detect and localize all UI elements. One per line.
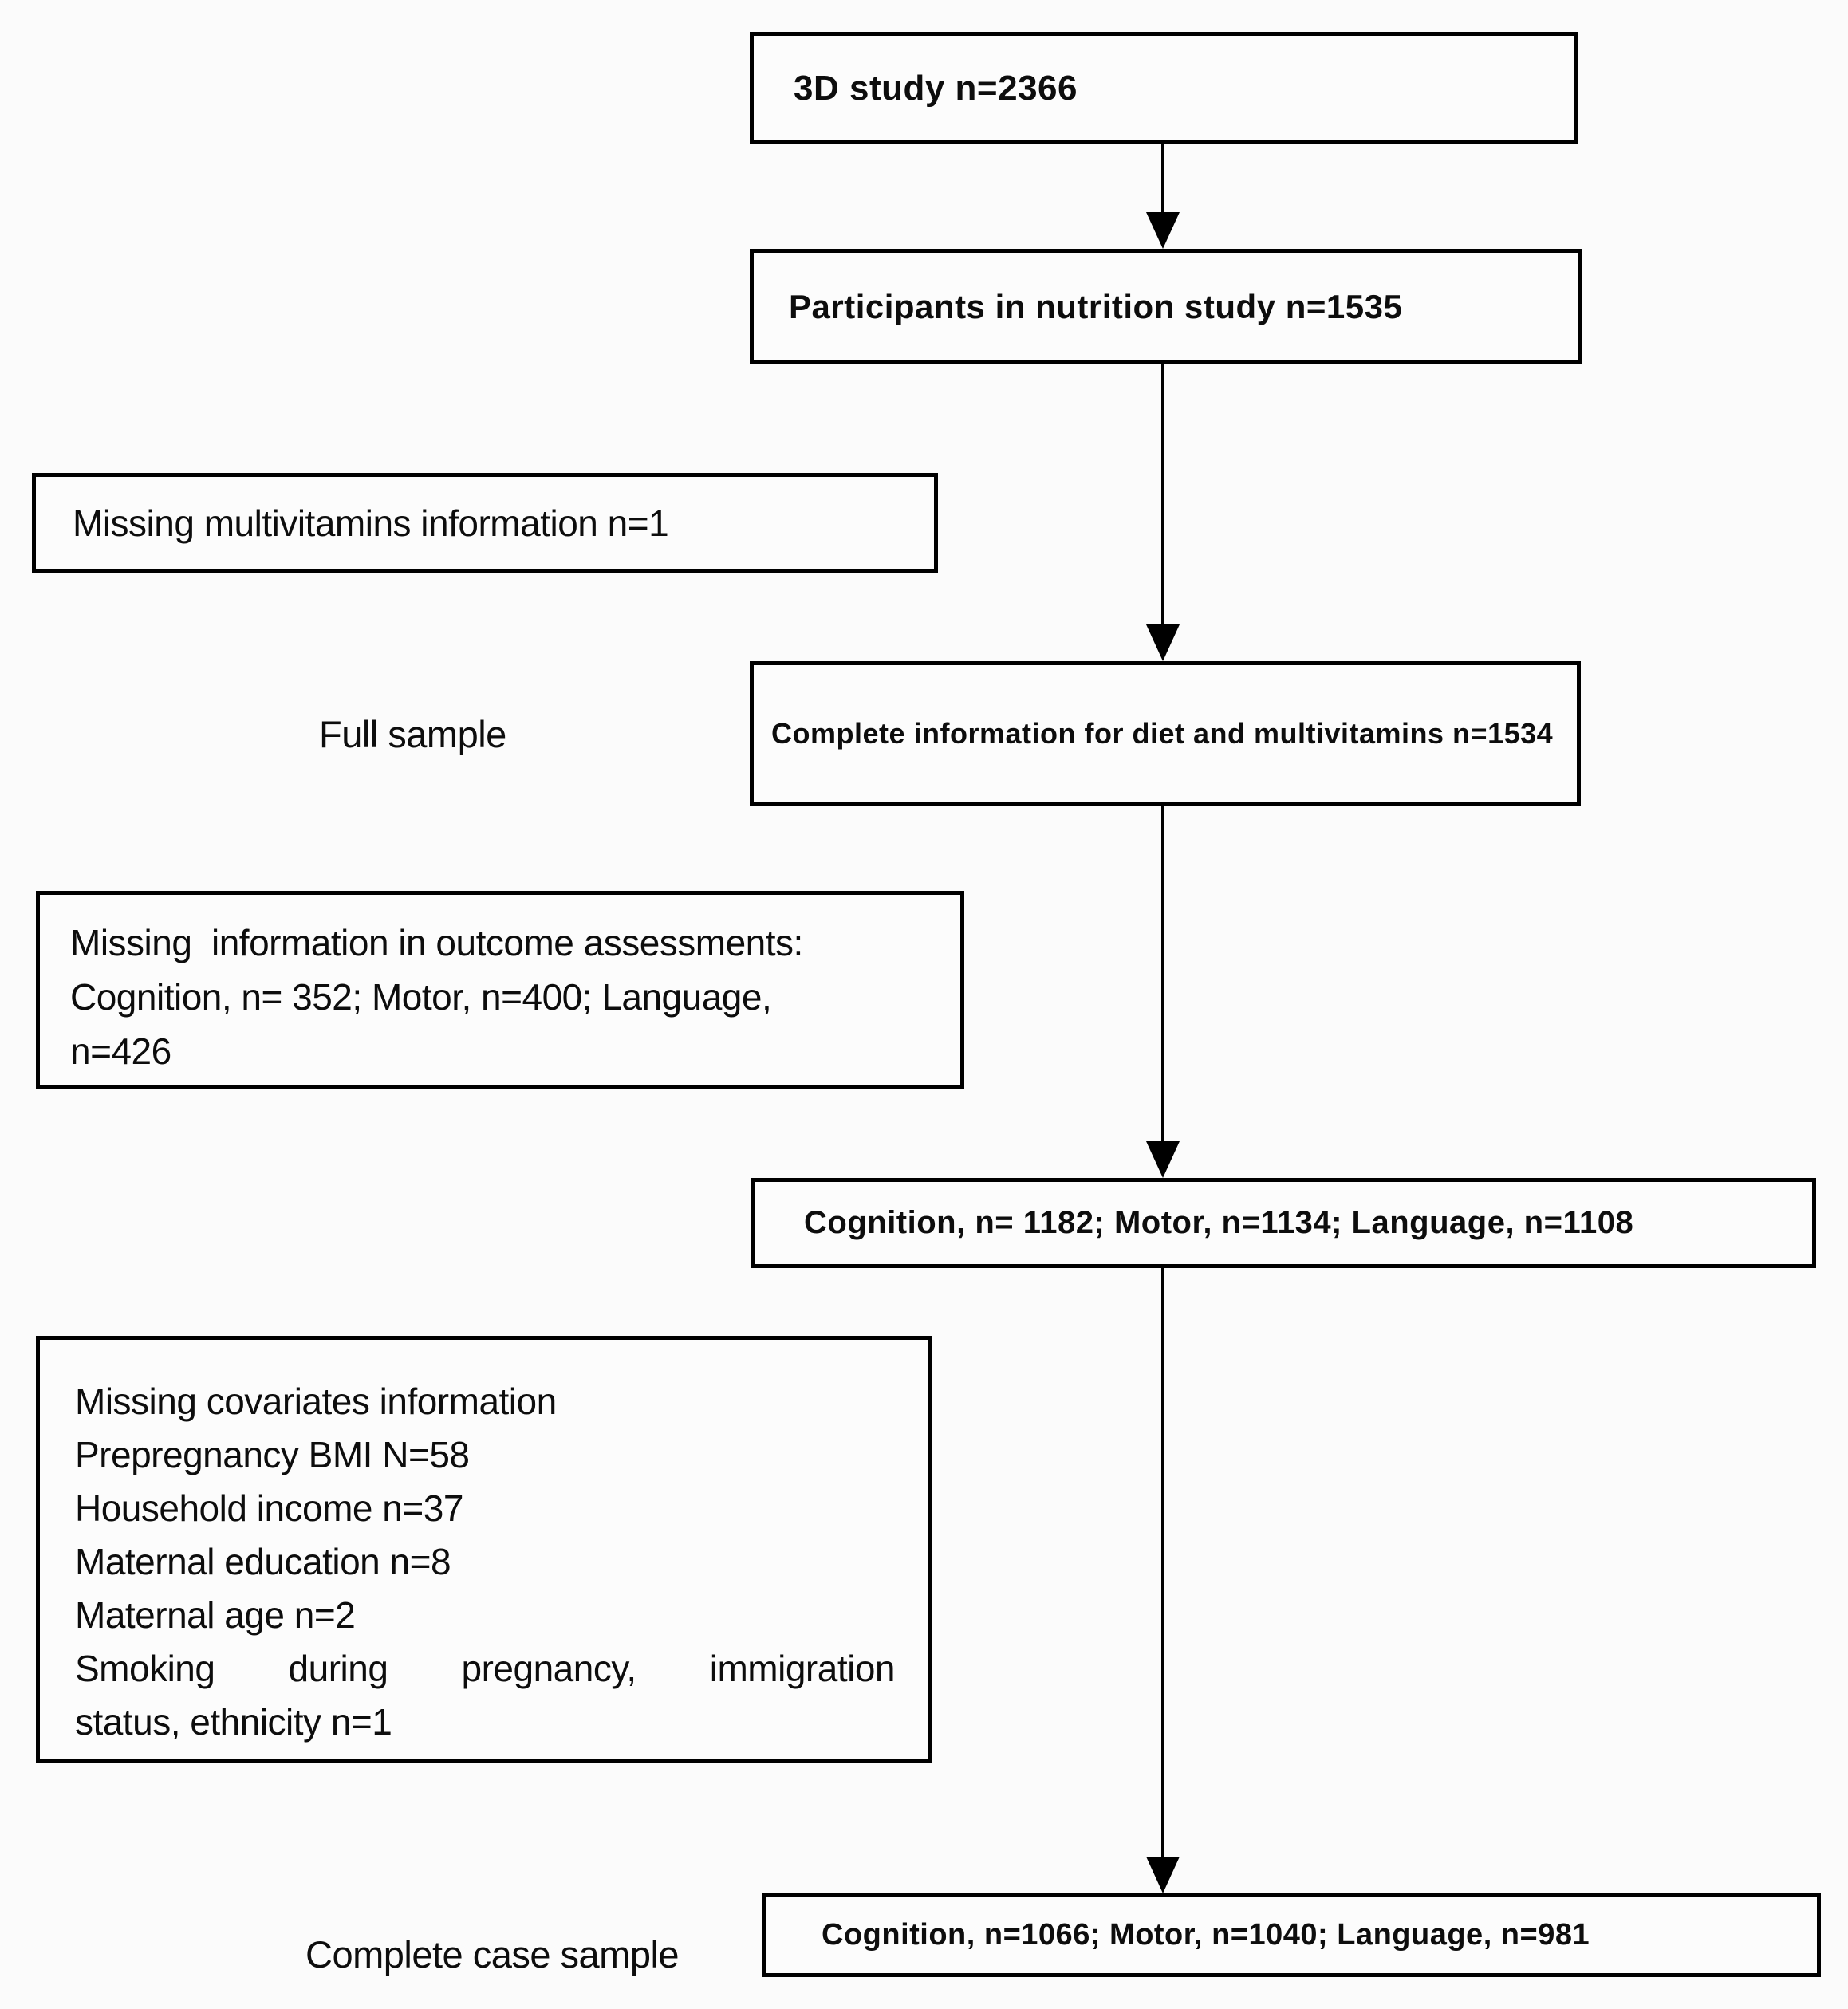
box-3d-study-text: 3D study n=2366 (794, 68, 1078, 108)
arrow-head-icon (1146, 1141, 1180, 1178)
box-complete-information (750, 661, 1581, 806)
missing-covariates-line: Maternal age n=2 (75, 1594, 356, 1636)
arrow-nutrition-to-complete-info (1145, 364, 1180, 661)
box-missing-outcome-assessments (36, 891, 964, 1089)
arrow-head-icon (1146, 624, 1180, 661)
missing-outcome-line: Cognition, n= 352; Motor, n=400; Language, (70, 976, 772, 1018)
label-complete-case-sample: Complete case sample (305, 1933, 680, 1976)
arrow-shaft (1161, 1268, 1164, 1863)
box-missing-multivitamins (32, 473, 938, 573)
box-missing-covariates (36, 1336, 932, 1763)
box-complete-information-text: Complete information for diet and multivitamins n=1534 (771, 716, 1554, 750)
missing-covariates-line: status, ethnicity n=1 (75, 1701, 392, 1743)
missing-outcome-line: n=426 (70, 1030, 171, 1072)
arrow-study-to-nutrition (1145, 144, 1180, 249)
box-missing-multivitamins-text: Missing multivitamins information n=1 (73, 502, 669, 544)
box-complete-case-counts (762, 1893, 1821, 1977)
arrow-shaft (1161, 364, 1164, 631)
missing-covariates-line: Missing covariates information (75, 1381, 557, 1422)
box-nutrition-participants-text: Participants in nutrition study n=1535 (789, 287, 1403, 325)
arrow-shaft (1161, 806, 1164, 1148)
missing-covariates-line: Smoking during pregnancy, immigration (75, 1648, 895, 1689)
arrow-shaft (1161, 144, 1164, 219)
missing-covariates-line: Maternal education n=8 (75, 1541, 451, 1582)
missing-covariates-line: Prepregnancy BMI N=58 (75, 1434, 470, 1475)
box-outcome-counts (751, 1178, 1816, 1268)
box-complete-case-counts-text: Cognition, n=1066; Motor, n=1040; Language, n=981 (822, 1918, 1590, 1952)
box-nutrition-participants (750, 249, 1582, 364)
arrow-complete-info-to-outcomes (1145, 806, 1180, 1178)
missing-outcome-line: Missing information in outcome assessments: (70, 922, 803, 963)
missing-covariates-line: Household income n=37 (75, 1487, 463, 1529)
box-outcome-counts-text: Cognition, n= 1182; Motor, n=1134; Language, n=1108 (804, 1205, 1634, 1240)
arrow-head-icon (1146, 1857, 1180, 1893)
label-full-sample: Full sample (319, 713, 506, 755)
arrow-outcomes-to-final (1145, 1268, 1180, 1893)
box-3d-study (750, 32, 1578, 144)
arrow-head-icon (1146, 212, 1180, 249)
